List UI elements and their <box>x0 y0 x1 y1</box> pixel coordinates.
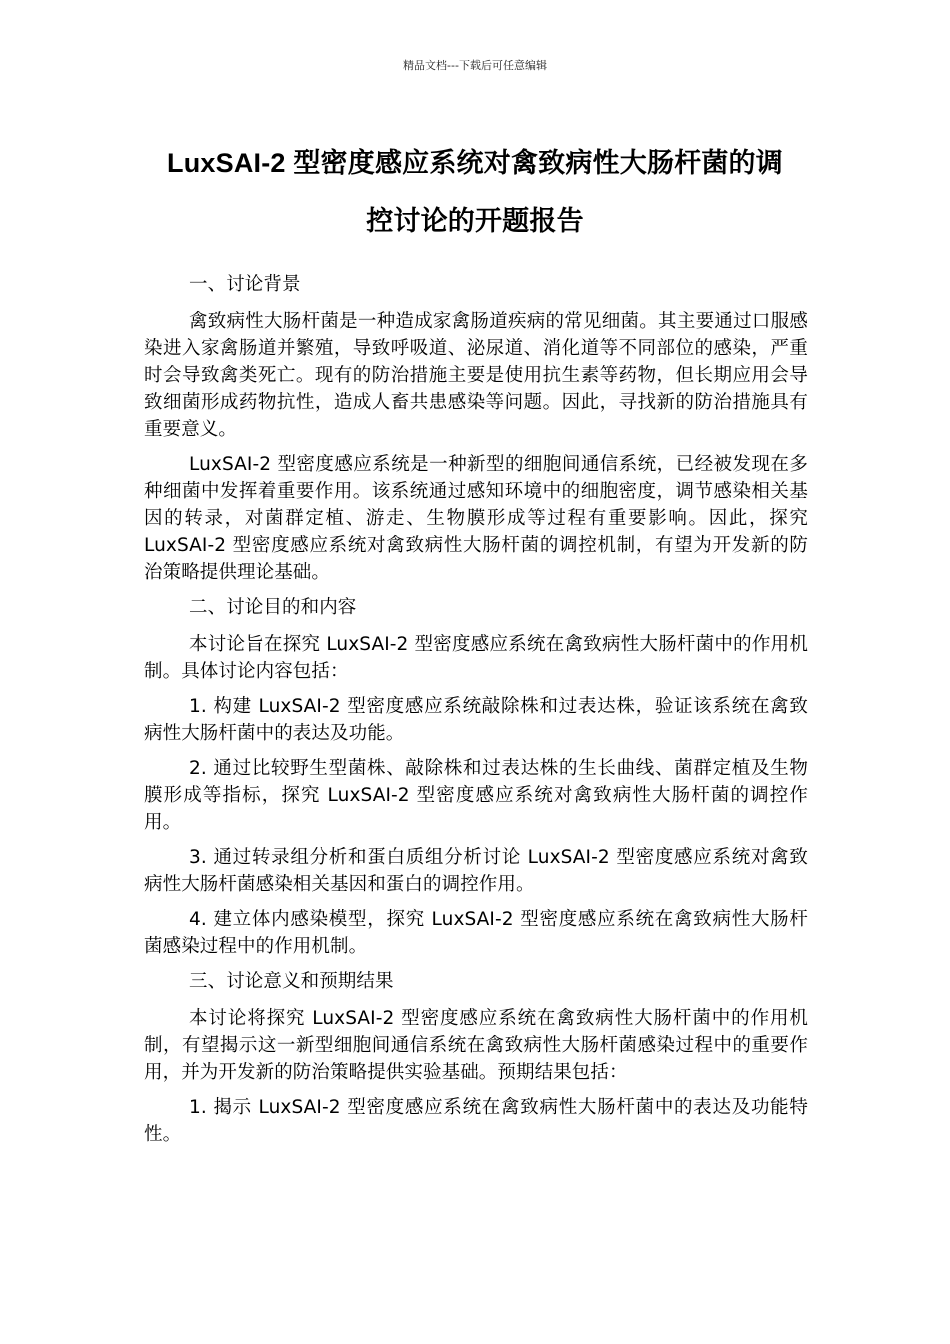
list-item: 3. 通过转录组分析和蛋白质组分析讨论 LuxSAI-2 型密度感应系统对禽致病性大肠杆菌感染相关基因和蛋白的调控作用。 <box>144 847 808 895</box>
paragraph: LuxSAI-2 型密度感应系统是一种新型的细胞间通信系统，已经被发现在多种细菌中发挥着重要作用。该系统通过感知环境中的细胞密度，调节感染相关基因的转录，对菌群定植、游走、生物膜形成等过程有重要影响。因此，探究 LuxSAI-2 型密度感应系统对禽致病性大肠杆菌的调控机制，有望为开发新的防治策略提供理论基础。 <box>144 454 808 583</box>
page-header-note: 精品文档---下载后可任意编辑 <box>403 59 547 72</box>
list-item: 2. 通过比较野生型菌株、敲除株和过表达株的生长曲线、菌群定植及生物膜形成等指标，探究 LuxSAI-2 型密度感应系统对禽致病性大肠杆菌的调控作用。 <box>144 758 808 833</box>
document-body <box>144 271 808 1156</box>
document-title <box>120 134 830 250</box>
list-item: 1. 构建 LuxSAI-2 型密度感应系统敲除株和过表达株，验证该系统在禽致病性大肠杆菌中的表达及功能。 <box>144 696 808 744</box>
title-line-2: 控讨论的开题报告 <box>366 206 584 236</box>
title-line-1: LuxSAI-2 型密度感应系统对禽致病性大肠杆菌的调 <box>167 148 783 178</box>
section-heading-significance: 三、讨论意义和预期结果 <box>189 971 394 992</box>
section-heading-objectives: 二、讨论目的和内容 <box>189 597 357 618</box>
paragraph: 本讨论将探究 LuxSAI-2 型密度感应系统在禽致病性大肠杆菌中的作用机制，有望揭示这一新型细胞间通信系统在禽致病性大肠杆菌感染过程中的重要作用，并为开发新的防治策略提供实验基础。预期结果包括： <box>144 1008 808 1083</box>
section-heading-background: 一、讨论背景 <box>189 274 301 295</box>
list-item: 1. 揭示 LuxSAI-2 型密度感应系统在禽致病性大肠杆菌中的表达及功能特性。 <box>144 1097 808 1145</box>
list-item: 4. 建立体内感染模型，探究 LuxSAI-2 型密度感应系统在禽致病性大肠杆菌感染过程中的作用机制。 <box>144 909 808 957</box>
paragraph: 禽致病性大肠杆菌是一种造成家禽肠道疾病的常见细菌。其主要通过口服感染进入家禽肠道并繁殖，导致呼吸道、泌尿道、消化道等不同部位的感染，严重时会导致禽类死亡。现有的防治措施主要是使用抗生素等药物，但长期应用会导致细菌形成药物抗性，造成人畜共患感染等问题。因此，寻找新的防治措施具有重要意义。 <box>144 311 808 440</box>
paragraph: 本讨论旨在探究 LuxSAI-2 型密度感应系统在禽致病性大肠杆菌中的作用机制。具体讨论内容包括： <box>144 634 808 682</box>
